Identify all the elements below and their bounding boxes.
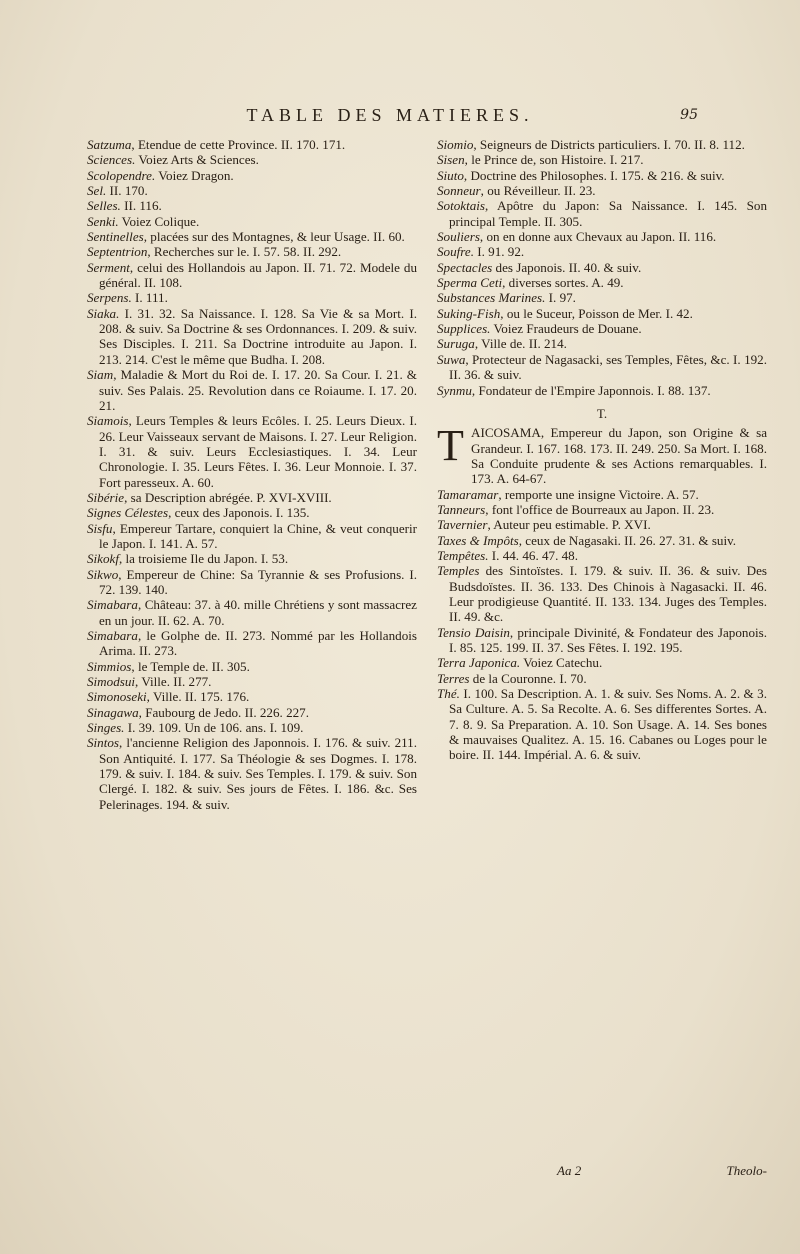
entry-references: , celui des Hollandois au Japon. II. 71. 72. Modele du général. II. 108. (99, 259, 417, 291)
entry-term: Substances Marines. (437, 290, 546, 306)
entry-references: , Empereur de Chine: Sa Tyrannie & ses Profusions. I. 72. 139. 140. (99, 566, 417, 597)
entry-term: Temples (437, 563, 480, 579)
entry-references: , Faubourg de Jedo. II. 226. 227. (138, 704, 309, 720)
section-heading-t: T. (596, 405, 608, 421)
entry-references: , Empereur Tartare, conquiert la Chine, & veut conquerir le Japon. I. 141. A. 57. (99, 520, 417, 551)
index-entry (437, 198, 767, 229)
catchword: Theolo- (726, 1163, 767, 1178)
index-entry (87, 597, 417, 628)
index-entry (87, 260, 417, 291)
index-entry (87, 521, 417, 552)
entry-references: des Japonois. II. 40. & suiv. (492, 259, 642, 275)
index-entry (87, 290, 417, 305)
page-number: 95 (680, 107, 698, 123)
entries-t (437, 487, 767, 763)
entry-term: Senki. (87, 213, 119, 229)
entry-term: Sibérie (87, 489, 125, 505)
index-entry (87, 214, 417, 229)
index-entry (437, 244, 767, 259)
entry-references: , Protecteur de Nagasacki, ses Temples, Fêtes, &c. I. 192. II. 36. & suiv. (449, 351, 767, 383)
index-entry (437, 625, 767, 656)
entry-references: , Ville. II. 277. (135, 674, 212, 690)
entry-term: Tavernier (437, 517, 488, 533)
entry-term: Sisfu (87, 520, 113, 536)
index-entry (437, 275, 767, 290)
entry-term: Sikwo (87, 566, 119, 582)
index-entry (87, 183, 417, 198)
entry-references: , Doctrine des Philosophes. I. 175. & 216. & suiv. (463, 167, 725, 183)
entry-references: , Seigneurs de Districts particuliers. I. 70. II. 8. 112. (473, 137, 745, 152)
entry-references: I. 91. 92. (473, 244, 525, 260)
entry-references: , le Prince de, son Histoire. I. 217. (464, 152, 644, 168)
entry-references: , ou Réveilleur. II. 23. (480, 183, 596, 199)
index-entry (87, 367, 417, 413)
index-entry (437, 655, 767, 670)
entry-term: Sel. (87, 183, 107, 199)
entry-term: Terres (437, 670, 470, 686)
index-entry (87, 137, 417, 152)
index-entry (437, 168, 767, 183)
entry-term: Simonoseki (87, 689, 147, 705)
entry-references: , Maladie & Mort du Roi de. I. 17. 20. Sa Cour. I. 21. & suiv. Ses Palais. 25. Revolution dans ce Roiaume. I. 17. 20. 21. (99, 367, 417, 413)
index-column-right (437, 137, 767, 763)
index-entry (437, 183, 767, 198)
entry-references: , on en donne aux Chevaux au Japon. II. 116. (479, 229, 717, 245)
entry-term: Sonneur (437, 183, 481, 199)
entry-term: Sinagawa (87, 704, 139, 720)
entry-term: Simabara (87, 597, 138, 613)
entry-term: Suwa (437, 351, 466, 367)
entry-term: Tensio Daisin (437, 624, 510, 640)
index-entry (437, 548, 767, 563)
entry-term: Tempêtes. (437, 547, 489, 563)
entries-s-continued (437, 137, 767, 398)
entry-term: Souliers (437, 229, 480, 245)
entry-term: Siuto (437, 167, 464, 183)
index-entry (437, 421, 767, 487)
index-entry (437, 321, 767, 336)
index-entry (87, 306, 417, 367)
entry-references: , ou le Suceur, Poisson de Mer. I. 42. (500, 305, 693, 321)
index-entry (437, 152, 767, 167)
index-entry (87, 735, 417, 812)
entry-references: , Etendue de cette Province. II. 170. 171. (131, 137, 346, 152)
entry-references: , Recherches sur le. I. 57. 58. II. 292. (147, 244, 342, 260)
entry-references: , ceux de Nagasaki. II. 26. 27. 31. & suiv. (518, 532, 737, 548)
index-entry (437, 229, 767, 244)
entry-references: , Ville de. II. 214. (474, 336, 567, 352)
entry-term: Sikokf (87, 551, 119, 567)
index-entry (87, 689, 417, 704)
index-entry (437, 290, 767, 305)
entry-references: Voiez Catechu. (520, 655, 603, 671)
entry-term: Sciences. (87, 152, 136, 168)
entry-references: Voiez Colique. (118, 213, 200, 229)
entry-references: I. 44. 46. 47. 48. (488, 547, 579, 563)
entry-references: I. 111. (131, 290, 168, 306)
entry-term: Selles. (87, 198, 121, 214)
entry-term: Serpens. (87, 290, 132, 306)
entry-term: Suruga (437, 336, 475, 352)
index-entry (87, 168, 417, 183)
index-entry (437, 533, 767, 548)
entry-references: , Fondateur de l'Empire Japonnois. I. 88. 137. (471, 382, 711, 398)
entry-term: Simabara (87, 628, 138, 643)
entry-references: I. 97. (545, 290, 576, 306)
entry-term: Siomio (437, 137, 474, 152)
index-entry (87, 659, 417, 674)
entry-term: Synmu (437, 382, 472, 398)
index-entry (87, 244, 417, 259)
index-entry (437, 383, 767, 398)
index-entry (87, 674, 417, 689)
index-entry (87, 152, 417, 167)
index-entry (437, 517, 767, 532)
entry-references: , l'ancienne Religion des Japonnois. I. 176. & suiv. 211. Son Antiquité. I. 177. Sa Théologie & ses Dogmes. I. 178. 179. & suiv. I. 184. & suiv. Ses Temples. I. 179. & suiv. Son Clergé. I. 182. & suiv. Ses jours de Fêtes. I. 186. &c. Ses Pelerinages. 194. & suiv. (99, 735, 417, 812)
entry-references: , font l'office de Bourreaux au Japon. II. 23. (485, 501, 715, 517)
entry-references: I. 31. 32. Sa Naissance. I. 128. Sa Vie & sa Mort. I. 208. & suiv. Sa Doctrine & ses Ordonnances. I. 209. & suiv. Ses Disciples. I. 211. Sa Doctrine introduite au Japon. I. 213. 214. C'est le même que Budha. I. 208. (99, 305, 417, 367)
entry-references: , placées sur des Montagnes, & leur Usage. II. 60. (143, 229, 405, 245)
index-entry (87, 551, 417, 566)
entry-references: , le Temple de. II. 305. (131, 658, 250, 674)
entry-term: Signes Célestes (87, 505, 169, 521)
entry-term: Sperma Ceti (437, 275, 503, 291)
page-title: TABLE DES MATIERES. (246, 105, 534, 125)
entry-term: Septentrion (87, 244, 148, 260)
entry-term: Scolopendre. (87, 167, 156, 183)
entry-references: , remporte une insigne Victoire. A. 57. (498, 486, 699, 502)
entry-references: , ceux des Japonois. I. 135. (168, 505, 310, 521)
entry-term: Sintos (87, 735, 120, 751)
entry-term: Siamois (87, 413, 129, 429)
index-entry (87, 705, 417, 720)
entry-references: , Auteur peu estimable. P. XVI. (487, 517, 651, 533)
index-entry (437, 502, 767, 517)
index-entry (87, 628, 417, 659)
entry-references: , la troisieme Ile du Japon. I. 53. (119, 551, 289, 567)
entry-references: , principale Divinité, & Fondateur des Japonois. I. 85. 125. 199. II. 37. Ses Fêtes. I. 192. 195. (449, 624, 767, 655)
index-entry (87, 490, 417, 505)
index-entry (437, 563, 767, 624)
entry-term: Sisen (437, 152, 465, 168)
index-entry (437, 487, 767, 502)
entry-term: Thé. (437, 686, 460, 702)
page-footer (437, 1163, 767, 1181)
entry-references: II. 116. (120, 198, 162, 214)
signature-mark: Aa 2 (557, 1163, 582, 1178)
index-entry (87, 720, 417, 735)
entry-references: Voiez Fraudeurs de Douane. (490, 321, 642, 337)
entry-term: Tamaramar (437, 486, 499, 502)
entry-term: Supplices. (437, 321, 491, 337)
running-head (0, 105, 800, 131)
entry-references: , Château: 37. à 40. mille Chrétiens y sont massacrez en un jour. II. 62. A. 70. (99, 597, 417, 628)
entry-term: Soufre. (437, 244, 474, 260)
entry-term: Satzuma (87, 137, 132, 152)
index-entry (87, 198, 417, 213)
entry-references: , le Golphe de. II. 273. Nommé par les Hollandois Arima. II. 273. (99, 628, 417, 659)
index-entry (87, 229, 417, 244)
index-column-left (87, 137, 417, 812)
index-entry (87, 413, 417, 490)
entry-references: II. 170. (106, 183, 148, 199)
entry-term: Terra Japonica. (437, 655, 521, 671)
entry-term: Tanneurs (437, 501, 486, 517)
entry-term: Siam (87, 367, 114, 383)
index-entry (437, 336, 767, 351)
entry-term: Suking-Fish (437, 305, 501, 321)
index-entry (437, 686, 767, 763)
entry-text: AICOSAMA, Empereur du Japon, son Origine & sa Grandeur. I. 167. 168. 173. II. 249. 250. Sa Mort. I. 168. Sa Conduite prudente & ses Actions remarquables. I. 173. A. 64-67. (471, 425, 767, 487)
index-entry (437, 306, 767, 321)
index-entry (437, 352, 767, 383)
entry-references: de la Couronne. I. 70. (469, 670, 587, 686)
entry-term: Sentinelles (87, 229, 144, 245)
index-entry (437, 260, 767, 275)
entry-references: Voiez Arts & Sciences. (135, 152, 259, 168)
entry-term: Simodsui (87, 674, 136, 690)
entry-references: I. 100. Sa Description. A. 1. & suiv. Ses Noms. A. 2. & 3. Sa Culture. A. 5. Sa Recolte. A. 6. Ses differentes Sortes. A. 7. 8. 9. Sa Preparation. A. 10. Son Usage. A. 14. Ses bones & mauvaises Qualitez. A. 15. 16. Cabanes ou Loges pour le boire. II. 144. Impérial. A. 6. & suiv. (449, 686, 767, 763)
entry-term: Taxes & Impôts (437, 532, 519, 548)
entry-references: , Leurs Temples & leurs Ecôles. I. 25. Leurs Dieux. I. 26. Leur Vaisseaux servant de Maisons. I. 27. Leur Religion. I. 31. & suiv. Leurs Ecclesiastiques. I. 34. Leur Chronologie. I. 35. Leurs Fêtes. I. 36. Leur Monnoie. I. 37. Fort paresseux. A. 60. (99, 413, 417, 490)
entry-term: Singes. (87, 720, 125, 736)
index-entry (437, 137, 767, 152)
entry-references: , diverses sortes. A. 49. (502, 275, 624, 291)
drop-cap: T (437, 421, 464, 471)
entry-references: , Apôtre du Japon: Sa Naissance. I. 145. Son principal Temple. II. 305. (449, 198, 767, 229)
entry-term: Serment (87, 259, 130, 275)
entry-references: Voiez Dragon. (155, 167, 234, 183)
entry-term: Simmios (87, 658, 132, 674)
entry-references: , Ville. II. 175. 176. (146, 689, 250, 705)
entry-references: , sa Description abrégée. P. XVI-XVIII. (124, 489, 332, 505)
entry-term: Sotoktais (437, 198, 486, 214)
entry-term: Siaka. (87, 305, 120, 321)
entry-term: Spectacles (437, 259, 493, 275)
index-entry (437, 671, 767, 686)
entry-references: I. 39. 109. Un de 106. ans. I. 109. (124, 720, 304, 736)
index-entry (87, 567, 417, 598)
entry-references: des Sintoïstes. I. 179. & suiv. II. 36. & suiv. Des Budsdoïstes. II. 36. 133. Des Chinois à Nagasacki. II. 46. Leur prodigieuse Quantité. II. 133. 134. Juges des Temples. II. 49. &c. (449, 563, 767, 625)
index-entry (87, 505, 417, 520)
